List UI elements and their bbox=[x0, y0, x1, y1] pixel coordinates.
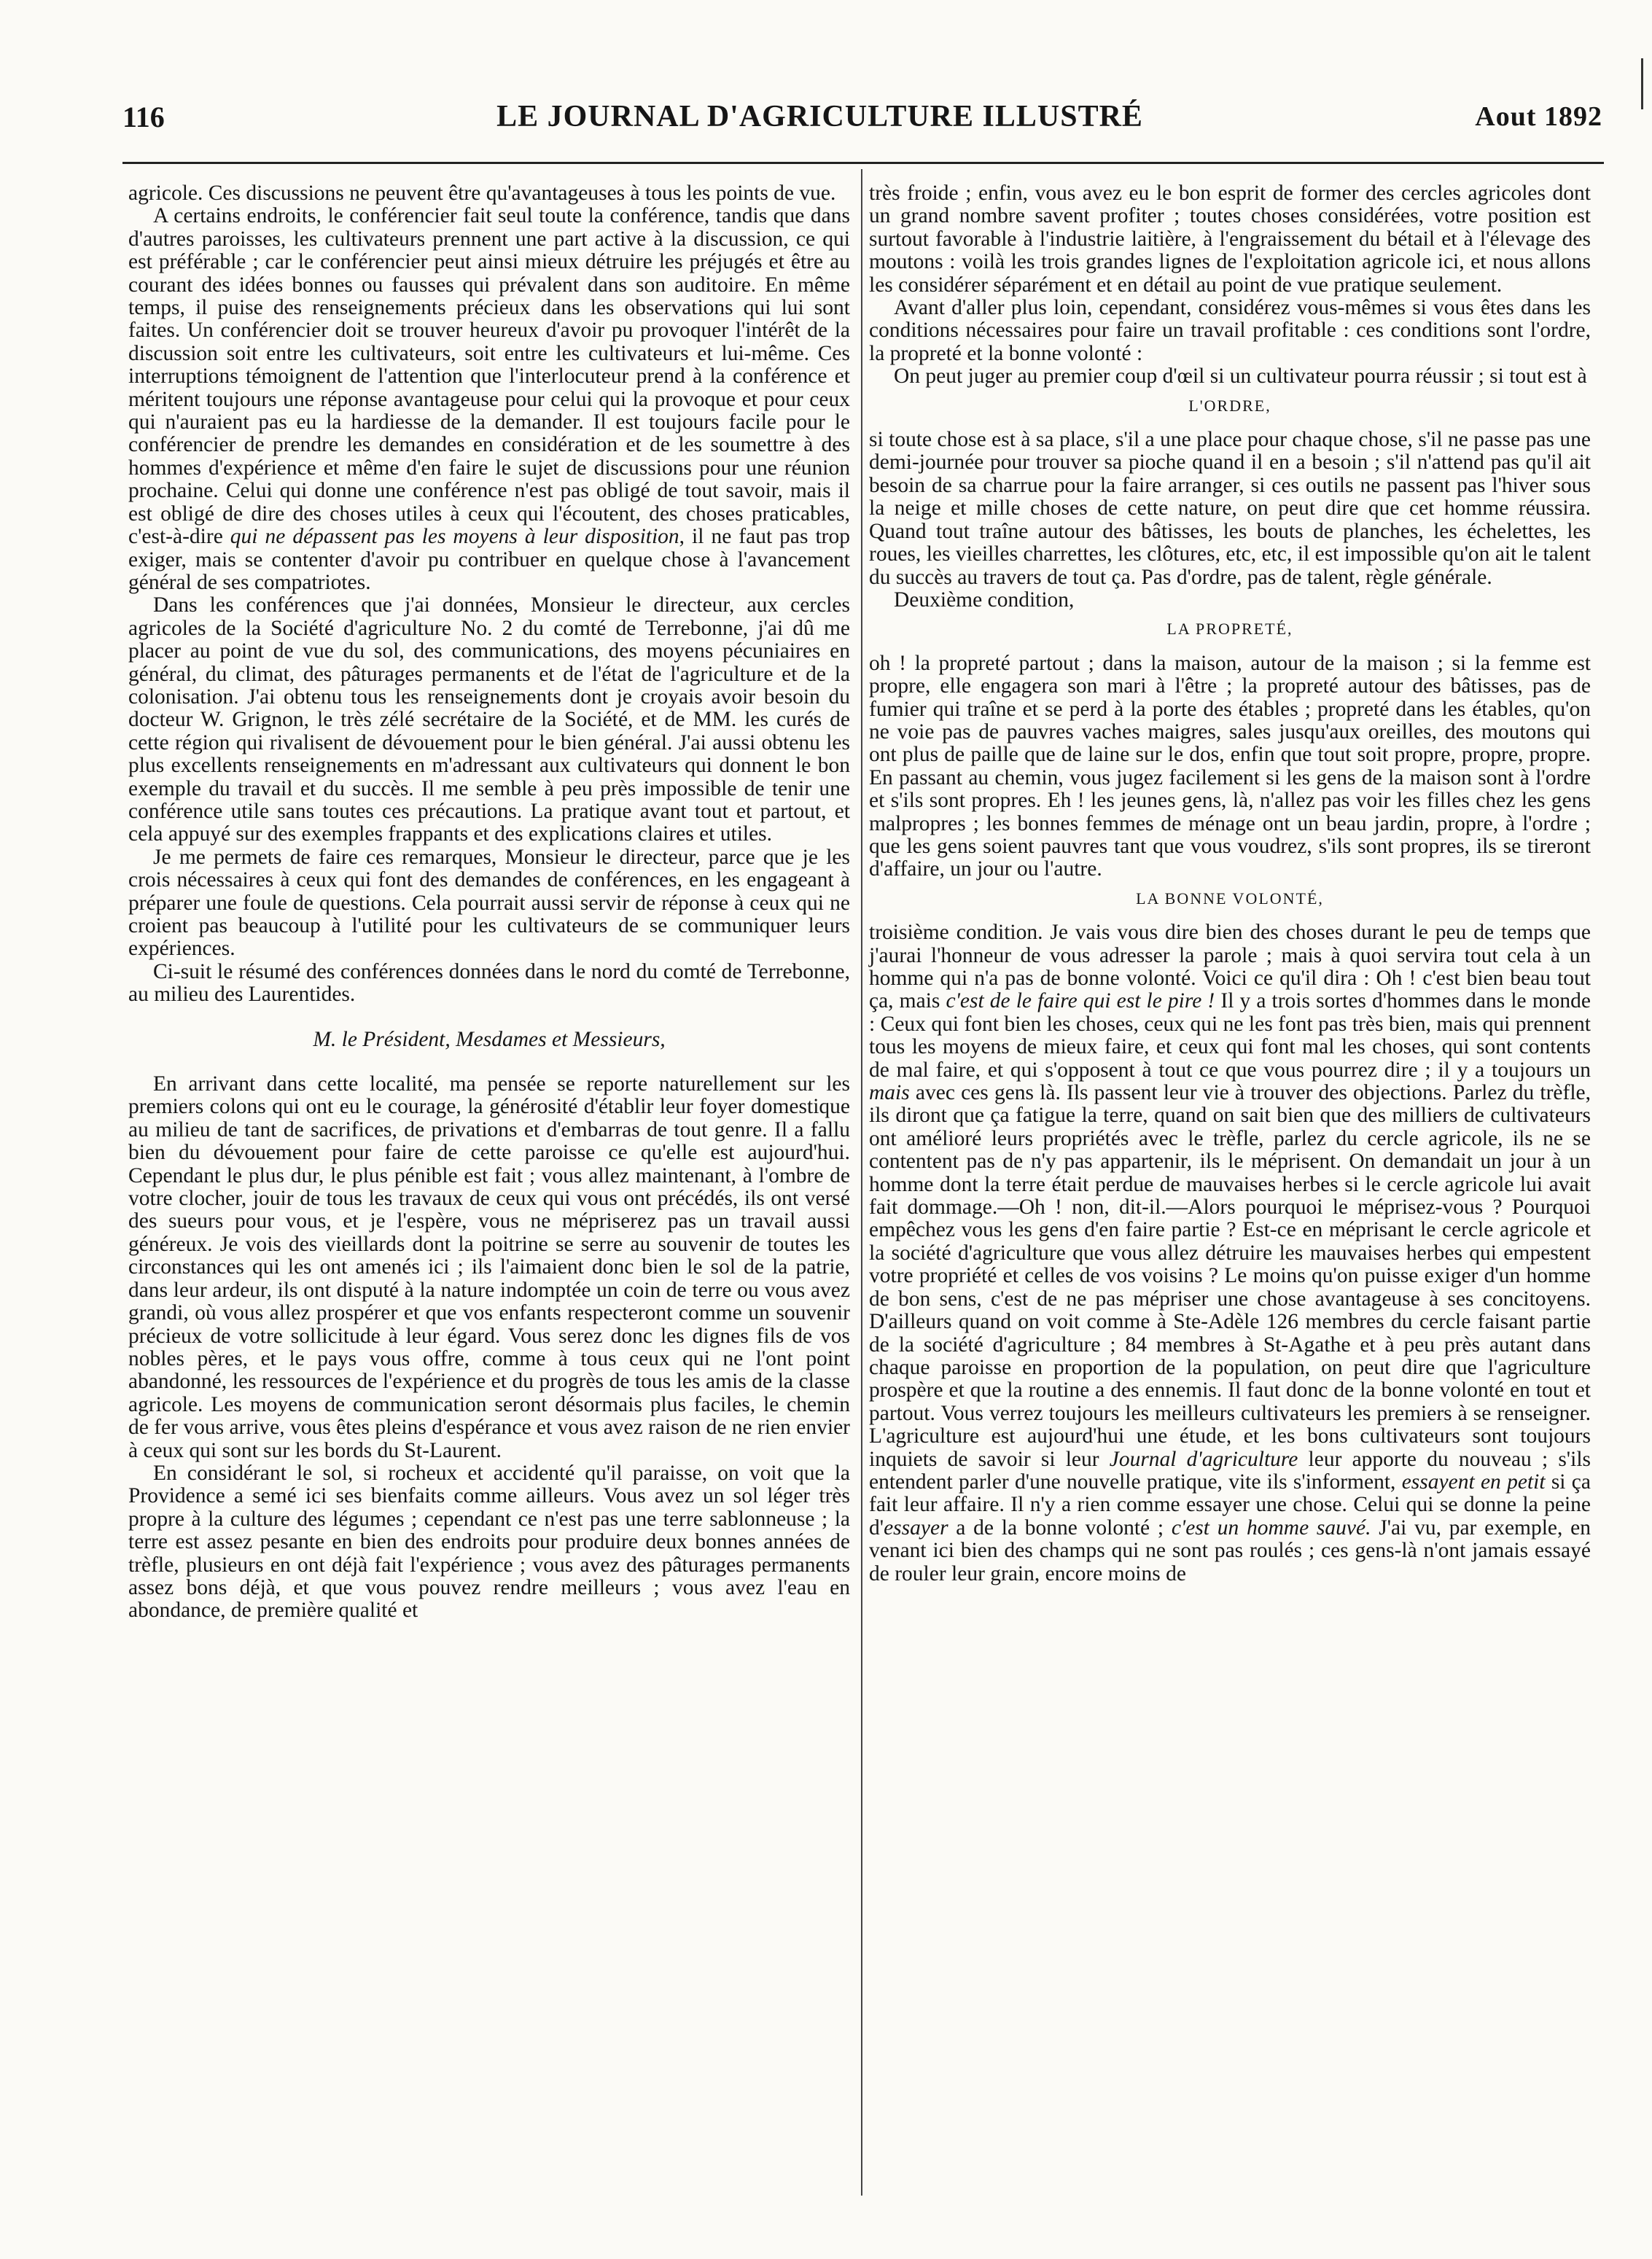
paragraph: On peut juger au premier coup d'œil si un cultivateur pourra réussir ; si tout est à bbox=[894, 364, 1587, 389]
text-run: A certains endroits, le conférencier fait seul toute la conférence, tandis que dans d'autres paroisses, les cultivateurs prennent une part active à la discussion, ce qui est préférable ; car le conférencier peut ainsi mieux détruire les préjugés et être au courant des idées bonnes ou fausses qui prévalent dans son auditoire. En même temps, il puise des renseignements précieux dans les observations qui lui sont faites. Un conférencier doit se trouver heureux d'avoir pu provoquer l'intérêt de la discussion soit entre les cultivateurs, soit entre les cultivateurs et lui-même. Ces interruptions témoignent de l'attention que l'interlocuteur prend à la conférence et méritent toujours une réponse avantageuse pour celui qui la provoque et pour ceux qui n'auraient pas eu la hardiesse de la demander. Il est toujours facile pour le conférencier de prendre les demandes en considération et de les soumettre à des hommes d'expérience et même d'en faire le sujet de discussions pour une réunion prochaine. Celui qui donne une conférence n'est pas obligé de tout savoir, mais il est obligé de dire des choses utiles à ceux qui l'écoutent, des choses praticables, c'est-à-dire bbox=[128, 204, 850, 549]
paragraph: Avant d'aller plus loin, cependant, considérez vous-mêmes si vous êtes dans les conditions nécessaires pour faire un travail profitable : ces conditions sont l'ordre, la propreté et la bonne volonté : bbox=[869, 296, 1591, 365]
paragraph: Ci-suit le résumé des conférences données dans le nord du comté de Terrebonne, au milieu des Laurentides. bbox=[128, 959, 850, 1007]
italic-text: essayer bbox=[884, 1515, 948, 1540]
page-edge-mark bbox=[1641, 58, 1643, 109]
paragraph: agricole. Ces discussions ne peuvent être qu'avantageuses à tous les points de vue. bbox=[128, 182, 836, 205]
paragraph: oh ! la propreté partout ; dans la maison, autour de la maison ; si la femme est propre, elle engagera son mari à l'être ; la propreté autour des bâtisses, pas de fumier qui traîne et se perd à la porte des étables ; propreté dans les étables, qu'on ne voie pas de pauvres vaches maigres, sales jusqu'aux oreilles, des moutons qui ont plus de paille que de laine sur le dos, enfin que tout soit propre, propre, propre. En passant au chemin, vous jugez facilement si les gens de la maison sont à l'ordre et s'ils sont propres. Eh ! les jeunes gens, là, n'allez pas voir les filles chez les gens malpropres ; les bonnes femmes de ménage ont un beau jardin, propre, à l'ordre ; que les gens soient pauvres tant que vous voudrez, s'ils sont propres, ils se tireront d'affaire, un jour ou l'autre. bbox=[869, 651, 1591, 881]
page-header bbox=[122, 95, 1602, 138]
journal-title: LE JOURNAL D'AGRICULTURE ILLUSTRÉ bbox=[496, 100, 1143, 133]
paragraph: En considérant le sol, si rocheux et accidenté qu'il paraisse, on voit que la Providence a semé ici ses bienfaits comme ailleurs. Vous avez un sol léger très propre à la culture des légumes ; cependant ce n'est pas une terre sablonneuse ; la terre est assez pesante en bien des endroits pour produire deux bonnes années de trèfle, plusieurs en ont déjà fait l'expérience ; vous avez des pâturages permanents assez bons déjà, et que vous pouvez rendre meilleurs ; vous avez l'eau en abondance, de première qualité et bbox=[128, 1461, 850, 1623]
paragraph bbox=[128, 205, 850, 594]
paragraph: très froide ; enfin, vous avez eu le bon esprit de former des cercles agricoles dont un grand nombre savent profiter ; toutes choses considérées, votre position est surtout favorable à l'industrie laitière, à l'engraissement du bétail et à l'élevage des moutons : voilà les trois grandes lignes de l'exploitation agricole ici, et nous allons les considérer séparément et en détail au point de vue pratique seulement. bbox=[869, 182, 1591, 297]
salutation: M. le Président, Mesdames et Messieurs, bbox=[313, 1027, 666, 1051]
column-divider bbox=[861, 169, 862, 2196]
right-column bbox=[869, 182, 1591, 1585]
paragraph: Je me permets de faire ces remarques, Monsieur le directeur, parce que je les crois nécessaires à ceux qui font des demandes de conférences, en les engageant à préparer une foule de questions. Cela pourrait aussi servir de réponse à ceux qui ne croient pas beaucoup à l'utilité pour les cultivateurs de se communiquer leurs expériences. bbox=[128, 845, 850, 961]
paragraph: En arrivant dans cette localité, ma pensée se reporte naturellement sur les premiers colons qui ont eu le courage, la générosité d'établir leur foyer domestique au milieu de tant de sacrifices, de privations et d'embarras de tout genre. Il a fallu bien du dévouement pour faire de cette paroisse ce qu'elle est aujourd'hui. Cependant le plus dur, le plus pénible est fait ; vous allez maintenant, à l'ombre de votre clocher, jouir de tous les travaux de ceux qui vous ont précédés, ils ont versé des sueurs pour vous, et je l'espère, vous ne mépriserez pas un travail aussi généreux. Je vois des vieillards dont la poitrine se serre au souvenir de toutes les circonstances qui les ont amenés ici ; ils l'aimaient donc bien le sol de la patrie, dans leur ardeur, ils ont disputé à la nature indomptée un coin de terre ou vous avez grandi, où vous allez prospérer et que vos enfants respecteront comme un souvenir précieux de votre sollicitude à leur égard. Vous serez donc les dignes fils de vos nobles pères, et le pays vous offre, comme à tous ceux qui ne l'ont point abandonné, les ressources de l'expérience et du progrès de tous les amis de la classe agricole. Les moyens de communication seront désormais plus faciles, le chemin de fer vous arrive, vous êtes pleins d'espérance et vous avez raison de ne rien envier à ceux qui sont sur les bords du St-Laurent. bbox=[128, 1072, 850, 1462]
italic-text: Journal d'agriculture bbox=[1109, 1447, 1298, 1471]
section-heading-ordre: L'ORDRE, bbox=[1188, 396, 1271, 415]
paragraph: Dans les conférences que j'ai données, Monsieur le directeur, aux cercles agricoles de la Société d'agriculture No. 2 du comté de Terrebonne, j'ai dû me placer au point de vue du sol, des communications, des moyens pécuniaires en général, du climat, des pâturages permanents et de l'état de l'agriculture et de la colonisation. J'ai obtenu tous les renseignements dont je croyais avoir besoin du docteur W. Grignon, le très zélé secrétaire de la Société, et de MM. les curés de cette région qui rivalisent de dévouement pour le bien général. J'ai aussi obtenu les plus excellents renseignements en m'adressant aux cultivateurs qui donnent le bon exemple du travail et du succès. Il me semble à peu près impossible de tenir une conférence utile sans toutes ces précautions. La pratique avant tout et partout, et cela appuyé sur des exemples frappants et des explications claires et utiles. bbox=[128, 593, 850, 846]
text-run: J'ai vu, par exemple, en venant ici bien des champs qui ne sont pas roulés ; ces gens-là n'ont jamais essayé de rouler leur grain, encore moins de bbox=[869, 1515, 1591, 1585]
paragraph: si toute chose est à sa place, s'il a une place pour chaque chose, s'il ne passe pas une demi-journée pour trouver sa pioche quand il en a besoin ; s'il n'attend pas qu'il ait besoin de sa charrue pour la faire arranger, si ces outils ne passent pas l'hiver sous la neige et mille choses de cette nature, on peut dire que cet homme réussira. Quand tout traîne autour des bâtisses, les bouts de planches, les échelettes, les roues, les vieilles charrettes, les clôtures, etc, etc, il est impossible qu'on ait le talent du succès au travers de tout ça. Pas d'ordre, pas de talent, règle générale. bbox=[869, 428, 1591, 589]
left-column bbox=[128, 182, 850, 1623]
italic-text: mais bbox=[869, 1081, 910, 1105]
text-run: troisième condition. Je vais vous dire bien des choses durant le peu de temps que j'aurai l'honneur de vous adresser la parole ; mais à quoi servira tout cela à un homme qui n'a pas de bonne volonté. Voici ce qu'il dira : Oh ! c'est bien beau tout ça, mais bbox=[869, 921, 1591, 1013]
page-number: 116 bbox=[122, 100, 165, 133]
section-heading-proprete: LA PROPRETÉ, bbox=[1166, 620, 1293, 639]
text-run: avec ces gens là. Ils passent leur vie à trouver des objections. Parlez du trèfle, ils diront que ça fatigue la terre, quand on sait bien que des milliers de cultivateurs ont amélioré leurs propriétés avec le trèfle, parlez du cercle agricole, ils ne se contentent pas de n'y pas appartenir, ils le méprisent. On demandait un jour à un homme dont la terre était perdue de mauvaises herbes si le cercle agricole lui avait fait dommage.—Oh ! non, dit-il.—Alors pourquoi le méprisez-vous ? Pourquoi empêchez vous les gens d'en faire partie ? Est-ce en méprisant le cercle agricole et la société d'agriculture que vous allez détruire les mauvaises herbes qui empestent votre propriété et celles de vos voisins ? Le moins qu'on puisse exiger d'un homme de bon sens, c'est de ne pas mépriser une chose avantageuse à ses concitoyens. D'ailleurs quand on voit comme à Ste-Adèle 126 membres du cercle faisant partie de la société d'agriculture ; 84 membres à St-Agathe et à peu près autant dans chaque paroisse en proportion de la population, on peut dire que l'agriculture prospère et que la routine a des ennemis. Il faut donc de la bonne volonté en tout et partout. Vous verrez toujours les meilleurs cultivateurs les premiers à se renseigner. L'agriculture est aujourd'hui une étude, et les bons cultivateurs sont toujours inquiets de savoir si leur bbox=[869, 1081, 1591, 1471]
text-run: a de la bonne volonté ; bbox=[948, 1515, 1172, 1540]
issue-date: Aout 1892 bbox=[1475, 101, 1602, 132]
text-run: leur apporte du nouveau ; s'ils entendent parler d'une nouvelle pratique, vite ils s'informent, bbox=[869, 1447, 1591, 1494]
text-run: Il y a trois sortes d'hommes dans le monde : Ceux qui font bien les choses, ceux qui ne les font pas très bien, mais qui prennent tous les moyens de mieux faire, et ceux qui font mal les choses, qui sont contents de mal faire, et qui s'opposent à tout ce que vous pourrez dire ; il y a toujours un bbox=[869, 989, 1591, 1082]
paragraph: Deuxième condition, bbox=[894, 588, 1075, 612]
italic-text: essayent en petit bbox=[1401, 1470, 1546, 1494]
section-heading-bonne-volonte: LA BONNE VOLONTÉ, bbox=[1136, 889, 1324, 908]
paragraph bbox=[869, 921, 1591, 1585]
text-run: si ça fait leur affaire. Il n'y a rien comme essayer une chose. Celui qui se donne la peine d' bbox=[869, 1470, 1591, 1540]
text-run: , il ne faut pas trop exiger, mais se contenter d'avoir pu contribuer en quelque chose à l'avancement général de ses compatriotes. bbox=[128, 525, 850, 594]
italic-text: qui ne dépassent pas les moyens à leur disposition bbox=[230, 525, 679, 549]
italic-text: c'est un homme sauvé. bbox=[1171, 1515, 1371, 1540]
header-rule bbox=[122, 162, 1604, 164]
italic-text: c'est de le faire qui est le pire ! bbox=[946, 989, 1215, 1013]
